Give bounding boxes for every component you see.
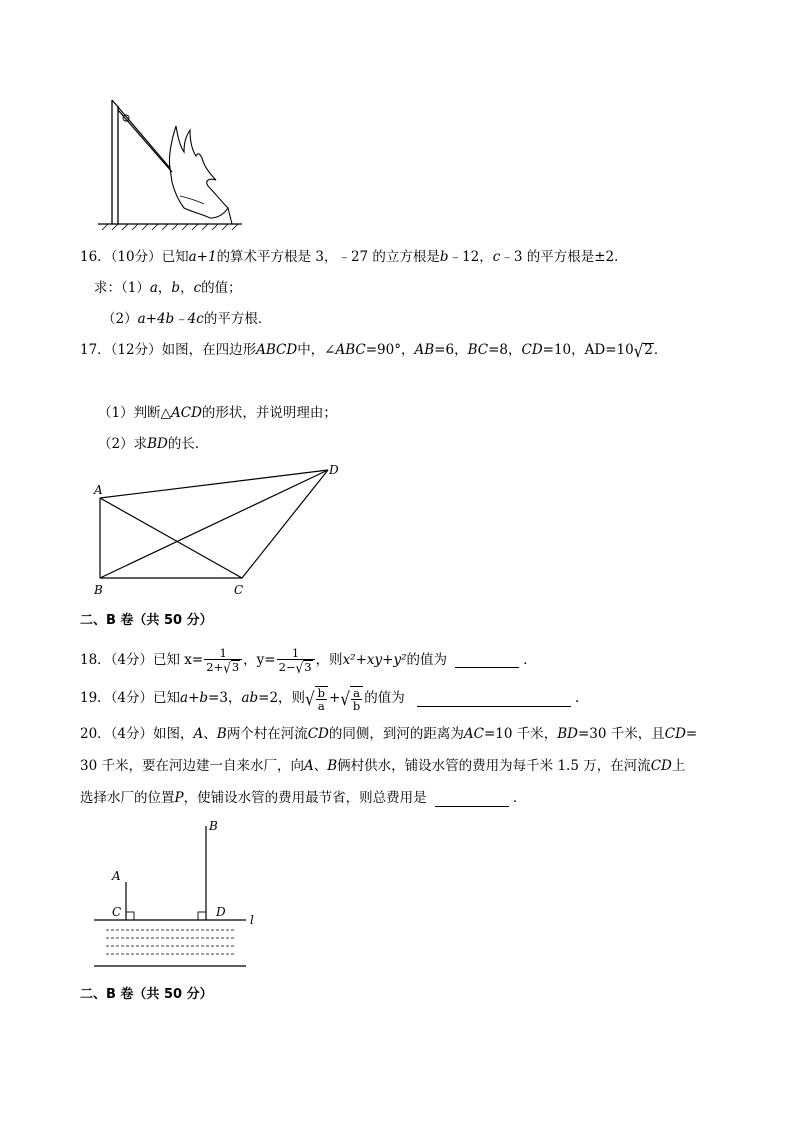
q18-fraction-x: $\frac{1}{2+√3}$	[204, 647, 242, 674]
q20-line2: 30 千米，要在河边建一自来水厂，向A、B俩村供水，铺设水管的费用为每千米 1.5 万，在河流CD上	[80, 758, 686, 774]
q19-line: 19．（4分）已知a+b=3，ab=2，则√ $\frac{b}{a}$ +√ $\frac{a}{b}$ 的值为 ．	[80, 685, 589, 713]
q16-sub2: （2）a+4b﹣4c的平方根．	[102, 311, 272, 327]
q20-line1: 20．（4分）如图，A、B两个村在河流CD的同侧，到河的距离为AC=10 千米，BD=30 千米，且CD=	[80, 726, 698, 742]
label-A: A	[94, 483, 103, 497]
q20-line3: 选择水厂的位置P，使铺设水管的费用最节省，则总费用是 ．	[80, 790, 527, 806]
edge-AD	[100, 470, 328, 498]
q20-figure	[92, 816, 264, 976]
q17-figure	[88, 460, 348, 600]
q17-sub2: （2）求BD的长．	[98, 436, 209, 452]
label-l: l	[250, 913, 254, 927]
q19-fraction-1: $\frac{b}{a}$	[315, 686, 328, 712]
q18-line: 18．（4分）已知 x= $\frac{1}{2+√3}$ ，y= $\frac{1}{2-√3}$ ，则x²+xy+y²的值为 ．	[80, 646, 537, 677]
label-B: B	[209, 819, 218, 833]
edge-CD	[242, 470, 328, 578]
section-title: 二、B 卷（共 50 分）	[80, 613, 213, 628]
label-B: B	[94, 583, 103, 597]
right-angle-D	[198, 912, 206, 920]
q15-figure	[92, 96, 252, 230]
label-C: C	[112, 905, 122, 919]
label-D: D	[216, 905, 226, 919]
q19-answer-blank[interactable]	[417, 692, 571, 707]
right-angle-C	[126, 912, 134, 920]
label-C: C	[234, 583, 244, 597]
diag-AC	[100, 498, 242, 578]
q16-line1: 16．（10分）已知a+1的算术平方根是 3，﹣27 的立方根是b﹣12，c﹣3 的平方根是±2．	[80, 249, 628, 265]
q19-fraction-2: $\frac{a}{b}$	[350, 686, 363, 712]
q18-fraction-y: $\frac{1}{2-√3}$	[277, 647, 315, 674]
label-D: D	[329, 463, 339, 477]
label-A: A	[112, 869, 121, 883]
q18-answer-blank[interactable]	[455, 653, 519, 668]
section-title-2: 二、B 卷（共 50 分）	[80, 987, 213, 1002]
q16-sub1: 求：（1）a，b，c的值；	[94, 280, 242, 296]
q17-line1: 17．（12分）如图，在四边形ABCD中，∠ABC=90°，AB=6，BC=8，CD=10，AD=10√2．	[80, 339, 668, 362]
q17-sub1: （1）判断△ACD的形状，并说明理由；	[98, 405, 337, 421]
q20-answer-blank[interactable]	[435, 792, 509, 807]
